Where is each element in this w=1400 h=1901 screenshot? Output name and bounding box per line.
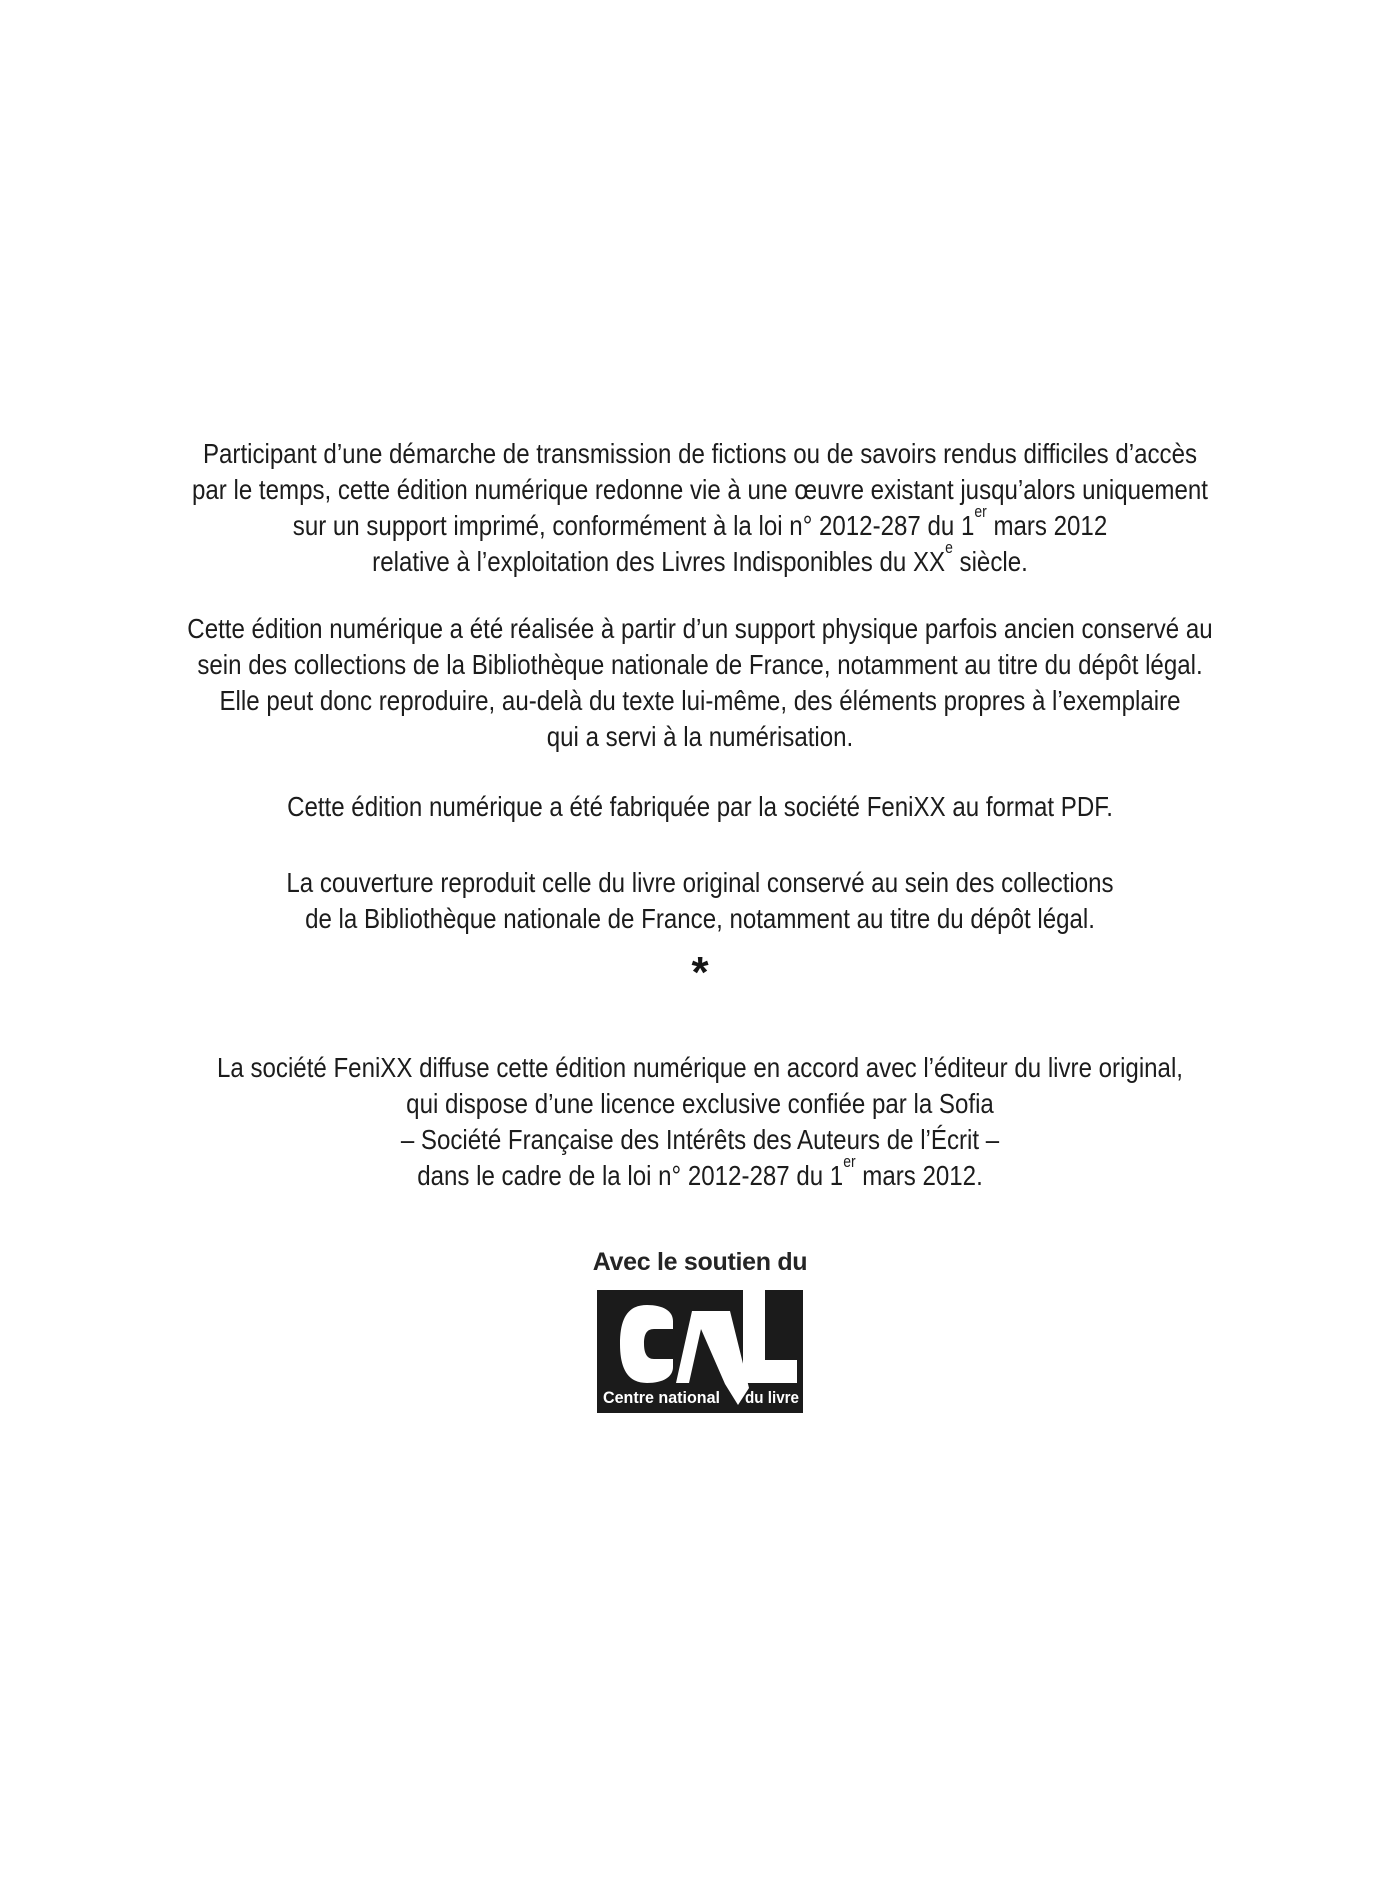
text-line: sein des collections de la Bibliothèque nationale de France, notamment au titre du dépôt légal.	[197, 649, 1203, 680]
text-line: Elle peut donc reproduire, au-delà du texte lui-même, des éléments propres à l’exemplaire	[219, 685, 1181, 716]
paragraph-source-bnf	[98, 611, 1302, 755]
text-line: Participant d’une démarche de transmission de fictions ou de savoirs rendus difficiles d’accès	[202, 438, 1198, 469]
logo-caption-right: du livre	[745, 1388, 799, 1407]
text-line: qui dispose d’une licence exclusive confiée par la Sofia	[406, 1088, 994, 1119]
text-line: relative à l’exploitation des Livres Indisponibles du XXe siècle.	[372, 539, 1028, 577]
paragraph-diffusion-sofia	[98, 1050, 1302, 1194]
text-line: par le temps, cette édition numérique redonne vie à une œuvre existant jusqu’alors uniquement	[192, 474, 1208, 505]
separator-asterisk: *	[691, 948, 709, 997]
text-line: sur un support imprimé, conformément à la loi n° 2012-287 du 1er mars 2012	[292, 503, 1108, 541]
text-line: La société FeniXX diffuse cette édition numérique en accord avec l’éditeur du livre original,	[217, 1052, 1183, 1083]
logo-letter-l-foot	[743, 1360, 797, 1383]
text-line: de la Bibliothèque nationale de France, notamment au titre du dépôt légal.	[305, 903, 1095, 934]
text-line: – Société Française des Intérêts des Auteurs de l’Écrit –	[400, 1124, 1000, 1155]
text-line: Cette édition numérique a été réalisée à partir d’un support physique parfois ancien conservé au	[187, 613, 1213, 644]
paragraph-fabrication-pdf	[98, 789, 1302, 825]
logo-caption-left: Centre national	[603, 1388, 720, 1407]
text-line: La couverture reproduit celle du livre original conservé au sein des collections	[286, 867, 1114, 898]
paragraph-transmission-notice	[98, 436, 1302, 580]
support-caption: Avec le soutien du	[592, 1248, 808, 1276]
text-line: Cette édition numérique a été fabriquée par la société FeniXX au format PDF.	[287, 791, 1113, 822]
cnl-logo	[597, 1284, 803, 1413]
text-line: qui a servi à la numérisation.	[546, 721, 854, 752]
text-line: dans le cadre de la loi n° 2012-287 du 1er mars 2012.	[417, 1153, 983, 1191]
paragraph-couverture	[98, 865, 1302, 937]
